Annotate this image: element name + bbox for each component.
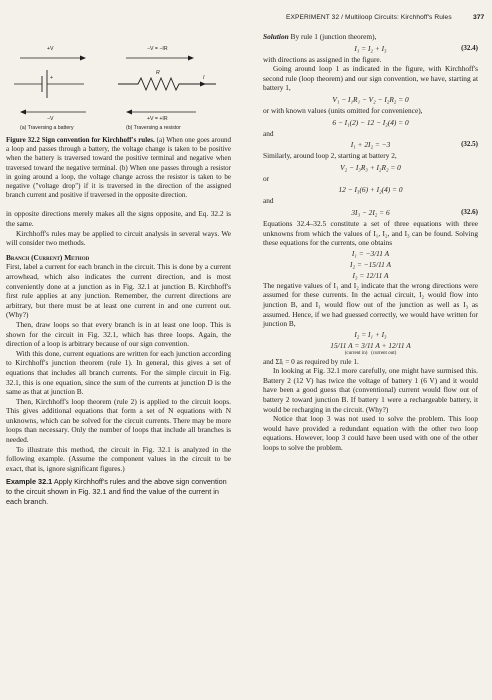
result-i1 bbox=[263, 248, 478, 259]
solution-intro bbox=[263, 32, 478, 42]
result-i2 bbox=[263, 259, 478, 270]
paragraph-opposite: in opposite directions merely makes all the signs opposite, and Eq. 32.2 is the same. bbox=[6, 209, 231, 229]
current-in-out-labels bbox=[263, 350, 478, 357]
paragraph-negative-values: The negative values of I₁ and I₂ indicate that the wrong directions were assumed for these currents. In the actual circuit, I₂ would flow into junction B, and I₁ would flow out of the junction as well as I₃ as assumed. Hence, if we had guessed correctly, we would have written for junction B, bbox=[263, 280, 478, 329]
battery-arrowhead-left bbox=[20, 110, 26, 115]
paragraph-surmise: In looking at Fig. 32.1 more carefully, one might have surmised this. Battery 2 (12 V) has twice the voltage of battery 1 (6 V) and it would have been a good guess that (conventional) current would flow out of battery 2 toward junction B. If battery 1 were a rechargeable battery, it would be recharging in the circuit. (Why?) bbox=[263, 366, 478, 414]
figure-caption-lead: Figure 32.2 Sign convention for Kirchhoff's rules. bbox=[6, 136, 155, 144]
equation-32-5-body: I₁ + 2I₂ = −3 bbox=[350, 140, 391, 150]
paragraph-methods: Kirchhoff's rules may be applied to circuit analysis in several ways. We will consider two methods. bbox=[6, 228, 231, 248]
result-i3-body: I₃ = 12/11 A bbox=[352, 270, 389, 280]
battery-plus-sign: + bbox=[50, 75, 54, 81]
equation-32-5 bbox=[263, 138, 478, 151]
connector-or: or bbox=[263, 173, 270, 183]
paragraph-known-values: or with known values (units omitted for convenience), bbox=[263, 105, 423, 115]
equation-junction-b bbox=[263, 329, 478, 340]
paragraph-label-currents: First, label a current for each branch in the circuit. This is done by a current arrowhead, which also indicates the current direction, and is most conveniently done at a junction as in Fig. 32.1 at junction B. Kirchhoff's first rule applies at any junction. Remember, the current directions are arbitrary, but there must be at least one current in and one current out. (Why?) bbox=[6, 262, 231, 320]
equation-loop-1-values-body: 6 − I₁(2) − 12 − I₂(4) = 0 bbox=[332, 117, 409, 127]
paragraph-solving: Equations 32.4–32.5 constitute a set of three equations with three unknowns from which the values of I₁, I₂, and I₃ can be found. Solving these equations for the currents, one obtains bbox=[263, 218, 478, 248]
resistor-arrowhead-left bbox=[126, 110, 132, 115]
equation-32-4 bbox=[263, 42, 478, 55]
paragraph-sum: and ΣIᵢ = 0 as required by rule 1. bbox=[263, 356, 359, 366]
battery-minus-v-label: −V bbox=[47, 116, 54, 122]
connector-and-2: and bbox=[263, 196, 274, 206]
figure-32-2 bbox=[6, 32, 231, 132]
paragraph-loop-1: Going around loop 1 as indicated in the figure, with Kirchhoff's second rule (loop theorem) and our sign convention, we have, starting at battery 1, bbox=[263, 64, 478, 93]
running-head: EXPERIMENT 32 / Multiloop Circuits: Kirchhoff's Rules bbox=[286, 14, 452, 21]
right-column bbox=[263, 32, 478, 453]
resistor-rise-label: +V = +IR bbox=[147, 116, 168, 122]
equation-number-32-5: (32.5) bbox=[461, 140, 478, 149]
equation-loop-1-body: V₁ − I₁R₁ − V₂ − I₂R₂ = 0 bbox=[332, 94, 409, 104]
paragraph-loop-3: Notice that loop 3 was not used to solve the problem. This loop would have provided a redundant equation with the other two loop equations. However, loop 3 could have been used with one of the other loops to solve the problem. bbox=[263, 414, 478, 453]
resistor-r-label: R bbox=[156, 70, 160, 76]
result-i3 bbox=[263, 270, 478, 281]
equation-loop-2-values-body: 12 − I₃(6) + I₂(4) = 0 bbox=[338, 185, 403, 195]
equation-junction-b-values bbox=[263, 340, 478, 351]
page-number: 377 bbox=[473, 14, 485, 21]
section-heading: Branch (Current) Method bbox=[6, 252, 90, 262]
result-i2-body: I₂ = −15/11 A bbox=[350, 259, 391, 269]
solution-text: By rule 1 (junction theorem), bbox=[288, 32, 377, 41]
equation-loop-1-values bbox=[263, 116, 478, 129]
equation-number-32-4: (32.4) bbox=[461, 43, 478, 52]
subcaption-a: (a) Traversing a battery bbox=[20, 125, 74, 131]
example-lead: Example 32.1 bbox=[6, 477, 53, 487]
current-in-label: (current in) bbox=[344, 350, 368, 356]
battery-arrowhead-right bbox=[80, 56, 86, 61]
paragraph-junction-equations: With this done, current equations are written for each junction according to Kirchhoff's junction theorem (rule 1). In general, this gives a set of equations that includes all branch currents. For the simple circuit in Fig. 32.1, this is one equation, since the sum of the currents at junction D is the same as that at junction B. bbox=[6, 348, 231, 397]
figure-caption-text: (a) When one goes around a loop and passes through a battery, the voltage change is taken to be positive when the battery is traversed toward the positive terminal and negative when traversed toward the negative terminal. (b) When one passes through a resistor in going around a loop, the voltage change across the resistor is taken to be negative ("voltage drop") if it is traversed in the direction of the assigned branch current and positive if traversed in the opposite direction. bbox=[6, 136, 231, 200]
equation-32-6 bbox=[263, 206, 478, 219]
equation-number-32-6: (32.6) bbox=[461, 207, 478, 216]
example-32-1 bbox=[6, 477, 231, 506]
left-column bbox=[6, 32, 231, 506]
page-header bbox=[0, 14, 492, 26]
paragraph-loop-theorem: Then, Kirchhoff's loop theorem (rule 2) is applied to the circuit loops. This gives additional equations that form a set of N equations with N unknowns, which can be solved for the circuit currents. There may be more loops than necessary. Only the number of loops that include all branches is needed. bbox=[6, 396, 231, 445]
equation-32-4-body: I₁ = I₂ + I₃ bbox=[354, 43, 387, 53]
subcaption-b: (b) Traversing a resistor bbox=[126, 125, 181, 131]
paragraph-directions: with directions as assigned in the figure. bbox=[263, 54, 382, 64]
battery-plus-v-label: +V bbox=[47, 46, 54, 52]
paragraph-draw-loops: Then, draw loops so that every branch is in at least one loop. This is shown for the circuit in Fig. 32.1, which has three loops. Again, the direction of a loop is arbitrary because of our sign convention. bbox=[6, 319, 231, 349]
resistor-arrowhead-right bbox=[188, 56, 194, 61]
connector-and-1: and bbox=[263, 128, 274, 138]
current-out-label: (current out) bbox=[371, 350, 397, 356]
equation-loop-2 bbox=[263, 161, 478, 174]
current-i-label: I bbox=[203, 75, 205, 81]
resistor-drop-label: −V = −IR bbox=[147, 46, 168, 52]
equation-loop-2-body: V₂ − I₃R₃ + I₂R₂ = 0 bbox=[340, 162, 401, 172]
equation-loop-1 bbox=[263, 93, 478, 106]
paragraph-loop-2: Similarly, around loop 2, starting at battery 2, bbox=[263, 151, 397, 161]
paragraph-illustrate: To illustrate this method, the circuit in Fig. 32.1 is analyzed in the following example. (Assume the component values in the circuit to be exact, that is, ignore significant figures.) bbox=[6, 444, 231, 473]
figure-caption bbox=[6, 136, 231, 200]
example-text: Apply Kirchhoff's rules and the above sign convention to the circuit shown in Fig. 32.1 and find the value of the current in each branch. bbox=[6, 477, 227, 506]
solution-lead: Solution bbox=[263, 32, 289, 41]
equation-32-6-body: 3I₃ − 2I₂ = 6 bbox=[351, 207, 390, 217]
equation-junction-b-body: I₂ = I₁ + I₃ bbox=[354, 329, 387, 339]
result-i1-body: I₁ = −3/11 A bbox=[351, 248, 390, 258]
equation-loop-2-values bbox=[263, 183, 478, 196]
equation-junction-b-values-body: 15/11 A = 3/11 A + 12/11 A bbox=[330, 340, 411, 350]
sign-convention-diagram bbox=[6, 32, 231, 132]
